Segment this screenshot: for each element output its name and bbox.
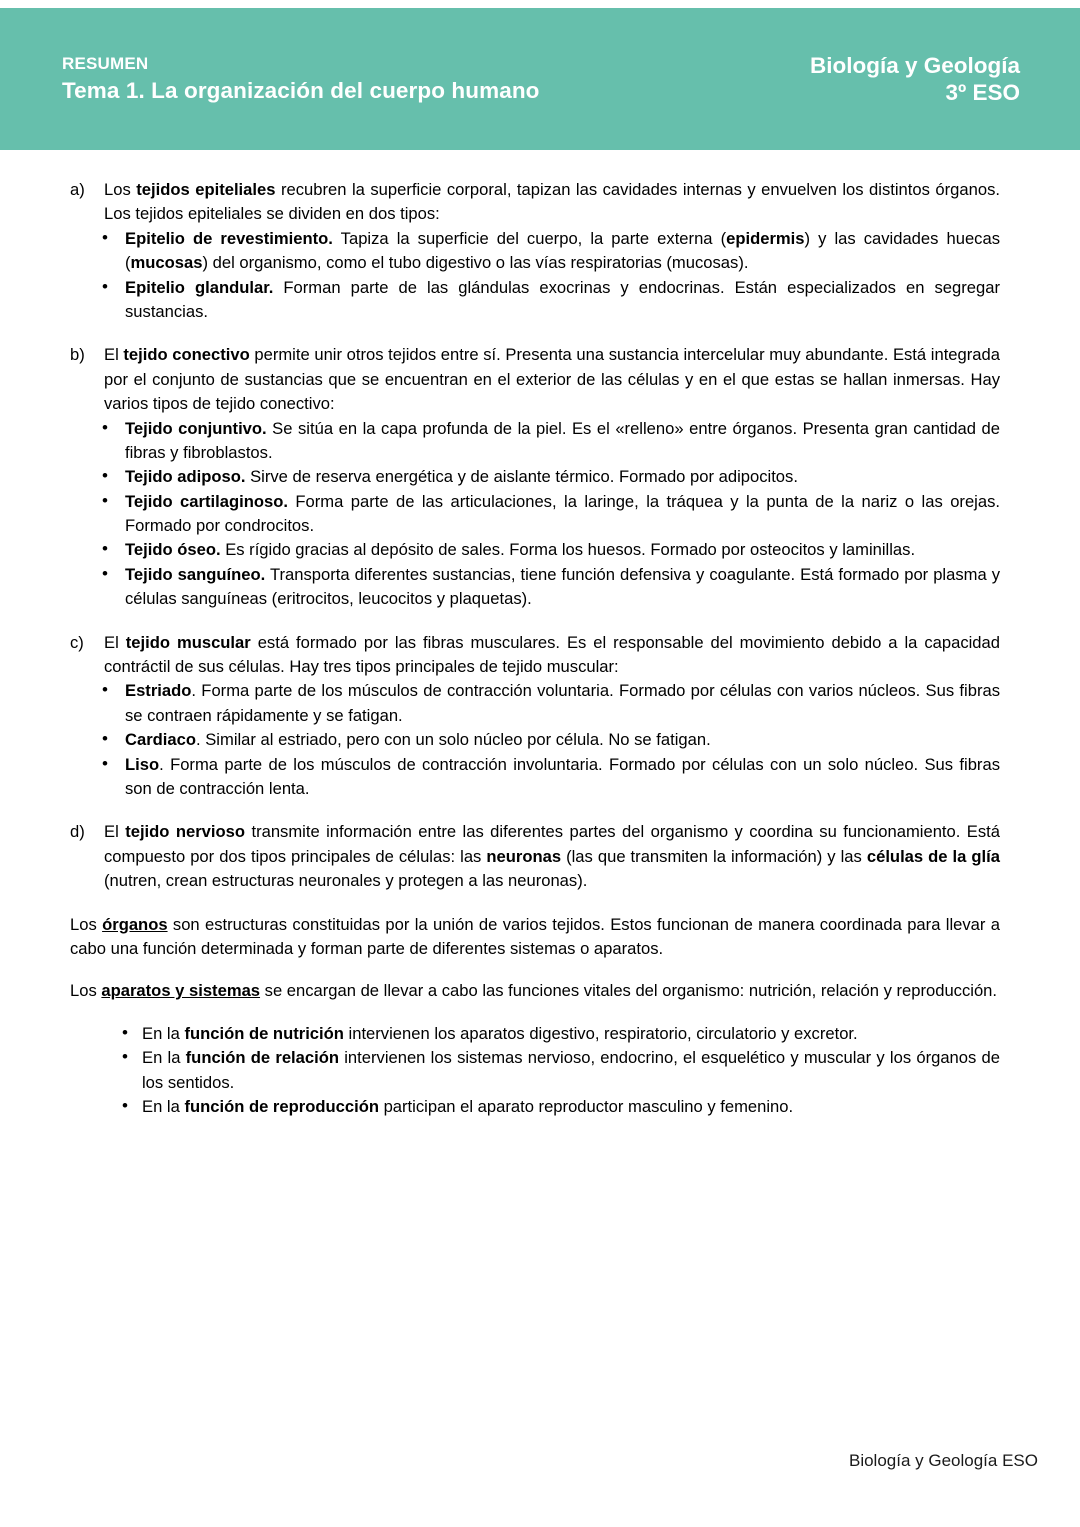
page-title: Tema 1. La organización del cuerpo humano [62, 77, 540, 103]
text-run: Forman parte de las glándulas exocrinas y endocrinas. Están especializados en segregar sustancias. [125, 277, 1000, 321]
text-bold: función de nutrición [184, 1023, 344, 1043]
section-c [70, 631, 1000, 802]
keyword-organos: órganos [102, 914, 168, 934]
text-bold: tejido muscular [125, 632, 251, 652]
header-right-group [810, 52, 1020, 107]
text-run: son estructuras constituidas por la unión de varios tejidos. Estos funcionan de manera coordinada para llevar a cabo una función determinada y forman parte de diferentes sistemas o aparatos. [70, 914, 1000, 958]
list-item [98, 417, 1000, 466]
text-run: intervienen los aparatos digestivo, respiratorio, circulatorio y excretor. [343, 1023, 858, 1043]
bullet-term: Epitelio de revestimiento. [125, 228, 333, 248]
list-item [98, 728, 1000, 752]
section-d-intro-text [104, 820, 1000, 893]
section-a [70, 178, 1000, 324]
document-body [0, 150, 1080, 1119]
header-left-group [62, 54, 540, 104]
section-c-bullets [70, 679, 1000, 801]
function-bullets [70, 1022, 1000, 1120]
text-run: Los [70, 914, 103, 934]
bullet-term: Tejido conjuntivo. [125, 418, 267, 438]
bullet-term: Liso [125, 754, 160, 774]
section-a-intro-text [104, 178, 1000, 227]
list-item [98, 227, 1000, 276]
document-footer [0, 1451, 1080, 1471]
text-run: está formado por las fibras musculares. Es el responsable del movimiento debido a la capacidad contráctil de sus células. Hay tres tipos principales de tejido muscular: [104, 632, 1000, 677]
text-run: Los [70, 981, 102, 1001]
header-kicker: RESUMEN [62, 53, 149, 73]
section-c-marker: c) [70, 632, 84, 652]
text-run: . Similar al estriado, pero con un solo núcleo por célula. No se fatigan. [196, 730, 711, 750]
text-run: Forma parte de las articulaciones, la laringe, la tráquea y la punta de la nariz o las orejas. Formado por condrocitos. [125, 491, 1000, 536]
text-run: ) del organismo, como el tubo digestivo o las vías respiratorias (mucosas). [202, 253, 749, 273]
list-item [98, 753, 1000, 802]
text-run: ) y las cavidades huecas ( [125, 228, 1000, 273]
section-b-intro-text [104, 343, 1000, 416]
text-run: Se sitúa en la capa profunda de la piel. Es el «relleno» entre órganos. Presenta gran cantidad de fibras y fibroblastos. [125, 418, 1001, 462]
list-item [98, 563, 1000, 612]
section-b-marker: b) [70, 345, 85, 365]
text-run: El [104, 632, 126, 652]
text-run: En la [142, 1023, 185, 1043]
text-run: se encargan de llevar a cabo las funciones vitales del organismo: nutrición, relación y reproducción. [260, 981, 998, 1001]
text-bold: función de reproducción [184, 1096, 379, 1116]
document-header [0, 8, 1080, 150]
list-item [98, 538, 1000, 562]
text-bold: epidermis [726, 228, 805, 248]
section-b [70, 343, 1000, 611]
keyword-aparatos-sistemas: aparatos y sistemas [101, 981, 261, 1001]
list-item [118, 1095, 1000, 1119]
text-run: Transporta diferentes sustancias, tiene función defensiva y coagulante. Está formado por plasma y células sanguíneas (eritrocitos, leucocitos y plaquetas). [125, 564, 1000, 609]
section-c-intro [70, 631, 1000, 680]
text-run: . Forma parte de los músculos de contracción voluntaria. Formado por células con varios núcleos. Sus fibras se contraen rápidamente y se fatigan. [125, 681, 1000, 725]
section-d-intro [70, 820, 1000, 893]
paragraph-organos [70, 913, 1000, 962]
section-b-intro [70, 343, 1000, 416]
bullet-term: Cardiaco [125, 730, 197, 750]
section-b-bullets [70, 417, 1000, 612]
bullet-term: Tejido sanguíneo. [125, 564, 266, 584]
text-run: En la [142, 1048, 186, 1068]
text-run: Los [104, 180, 137, 199]
text-run: Sirve de reserva energética y de aislante térmico. Formado por adipocitos. [245, 467, 798, 487]
list-item [118, 1022, 1000, 1046]
text-bold: tejidos epiteliales [136, 180, 276, 199]
bullet-term: Estriado [125, 681, 192, 701]
text-run: En la [142, 1096, 185, 1116]
header-level: 3º ESO [945, 80, 1020, 105]
text-run: transmite información entre las diferentes partes del organismo y coordina su funcionamiento. Está compuesto por dos tipos principales de células: las [104, 822, 1001, 866]
text-run: participan el aparato reproductor masculino y femenino. [378, 1096, 794, 1116]
page-top-margin [0, 0, 1080, 8]
text-run: intervienen los sistemas nervioso, endocrino, el esquelético y muscular y los órganos de los sentidos. [142, 1048, 1000, 1092]
text-run: permite unir otros tejidos entre sí. Presenta una sustancia intercelular muy abundante. Está integrada por el conjunto de sustancias que se encuentran en el exterior de las células y en el que estas se hallan inmersas. Hay varios tipos de tejido conectivo: [104, 345, 1000, 414]
list-item [98, 490, 1000, 539]
text-bold: tejido nervioso [125, 822, 246, 842]
text-run: Es rígido gracias al depósito de sales. Forma los huesos. Formado por osteocitos y laminillas. [220, 540, 916, 560]
list-item [98, 276, 1000, 325]
section-a-bullets [70, 227, 1000, 325]
text-run: El [104, 345, 124, 365]
header-subject: Biología y Geología [809, 52, 1020, 78]
footer-text: Biología y Geología ESO [848, 1451, 1038, 1470]
section-a-marker: a) [70, 180, 85, 199]
text-run: Tapiza la superficie del cuerpo, la parte externa ( [332, 228, 727, 248]
bullet-term: Tejido adiposo. [125, 467, 246, 487]
text-bold: mucosas [130, 253, 203, 273]
paragraph-aparatos-sistemas [70, 979, 1000, 1003]
section-c-intro-text [104, 631, 1000, 680]
list-item [118, 1046, 1000, 1095]
bullet-term: Epitelio glandular. [125, 277, 274, 297]
text-bold: células de la glía [866, 846, 1000, 866]
bullet-term: Tejido óseo. [125, 540, 221, 560]
section-d [70, 820, 1000, 893]
section-a-intro [70, 178, 1000, 227]
text-run: . Forma parte de los músculos de contracción involuntaria. Formado por células con un solo núcleo. Sus fibras son de contracción lenta. [125, 754, 1000, 798]
text-bold: función de relación [185, 1048, 340, 1068]
list-item [98, 679, 1000, 728]
text-run: (las que transmiten la información) y las [561, 846, 867, 866]
text-bold: neuronas [486, 846, 562, 866]
text-run: El [104, 822, 126, 842]
bullet-term: Tejido cartilaginoso. [125, 491, 288, 511]
section-d-marker: d) [70, 822, 85, 842]
text-bold: tejido conectivo [123, 345, 250, 365]
list-item [98, 465, 1000, 489]
text-run: recubren la superficie corporal, tapizan las cavidades internas y envuelven los distintos órganos. Los tejidos epiteliales se dividen en dos tipos: [104, 180, 1000, 224]
text-run: (nutren, crean estructuras neuronales y protegen a las neuronas). [104, 871, 588, 891]
